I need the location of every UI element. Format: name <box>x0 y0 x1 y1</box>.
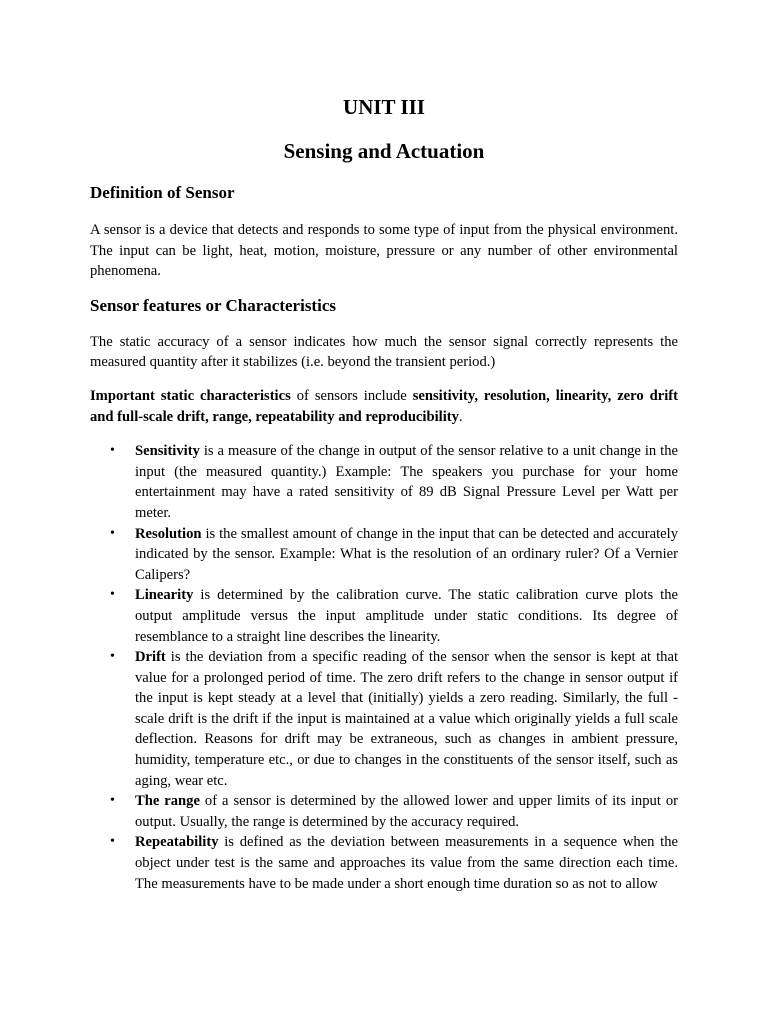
list-item-term: Sensitivity <box>135 443 200 460</box>
list-item-text: is the deviation from a specific reading of the sensor when the sensor is kept at that value for a prolonged period of time. The zero drift refers to the change in sensor output if the input is kept steady at a level that (initially) yields a zero reading. Similarly, the full -scale drift is the drift if the input is maintained at a value which originally yields a full scale deflection. Reasons for drift may be extraneous, such as changes in ambient pressure, humidity, temperature etc., or due to changes in the constituents of the sensor itself, such as aging, wear etc. <box>135 649 678 789</box>
list-item <box>90 647 678 791</box>
list-item <box>90 791 678 832</box>
important-characteristics-paragraph <box>90 386 678 427</box>
important-middle: of sensors include <box>290 387 413 404</box>
unit-title: UNIT III <box>343 95 425 119</box>
list-item-text: of a sensor is determined by the allowed lower and upper limits of its input or output. Usually, the range is determined by the accuracy required. <box>135 793 678 830</box>
page-title: Sensing and Actuation <box>283 139 485 163</box>
static-accuracy-paragraph: The static accuracy of a sensor indicates how much the sensor signal correctly represents the measured quantity after it stabilizes (i.e. beyond the transient period.) <box>90 333 678 371</box>
bullet-icon: • <box>110 587 115 603</box>
features-heading: Sensor features or Characteristics <box>90 295 336 315</box>
list-item <box>90 585 678 647</box>
document-page <box>90 93 678 894</box>
characteristics-list <box>90 441 678 894</box>
list-item-text: is defined as the deviation between measurements in a sequence when the object under test is the same and approaches its value from the same direction each time. The measurements have to be made under a short enough time duration so as not to allow <box>135 834 678 892</box>
list-item-term: The range <box>135 793 200 810</box>
list-item-text: is determined by the calibration curve. The static calibration curve plots the output amplitude versus the input amplitude under static conditions. Its degree of resemblance to a straight line describes the linearity. <box>135 587 678 645</box>
list-item-term: Drift <box>135 649 166 666</box>
list-item <box>90 832 678 894</box>
list-item <box>90 524 678 586</box>
bullet-icon: • <box>110 834 115 850</box>
bullet-icon: • <box>110 649 115 665</box>
list-item-term: Repeatability <box>135 834 219 851</box>
bullet-icon: • <box>110 525 115 541</box>
list-item-text: is a measure of the change in output of the sensor relative to a unit change in the input (the measured quantity.) Example: The speakers you purchase for your home entertainment may have a rated sensitivity of 89 dB Signal Pressure Level per Watt per meter. <box>135 443 678 521</box>
list-item-term: Resolution <box>135 525 202 542</box>
important-list: sensitivity, resolution, linearity, zero drift and full-scale drift, range, repeatability and reproducibility <box>90 387 678 425</box>
list-item <box>90 441 678 523</box>
bullet-icon: • <box>110 443 115 459</box>
definition-paragraph: A sensor is a device that detects and responds to some type of input from the physical environment. The input can be light, heat, motion, moisture, pressure or any number of other environmental phenomena. <box>90 222 678 280</box>
bullet-icon: • <box>110 793 115 809</box>
list-item-term: Linearity <box>135 587 194 604</box>
list-item-text: is the smallest amount of change in the input that can be detected and accurately indicated by the sensor. Example: What is the resolution of an ordinary ruler? Of a Vernier Calipers? <box>135 525 678 583</box>
definition-heading: Definition of Sensor <box>90 183 235 202</box>
important-end: . <box>458 408 463 425</box>
important-lead: Important static characteristics <box>90 387 291 404</box>
